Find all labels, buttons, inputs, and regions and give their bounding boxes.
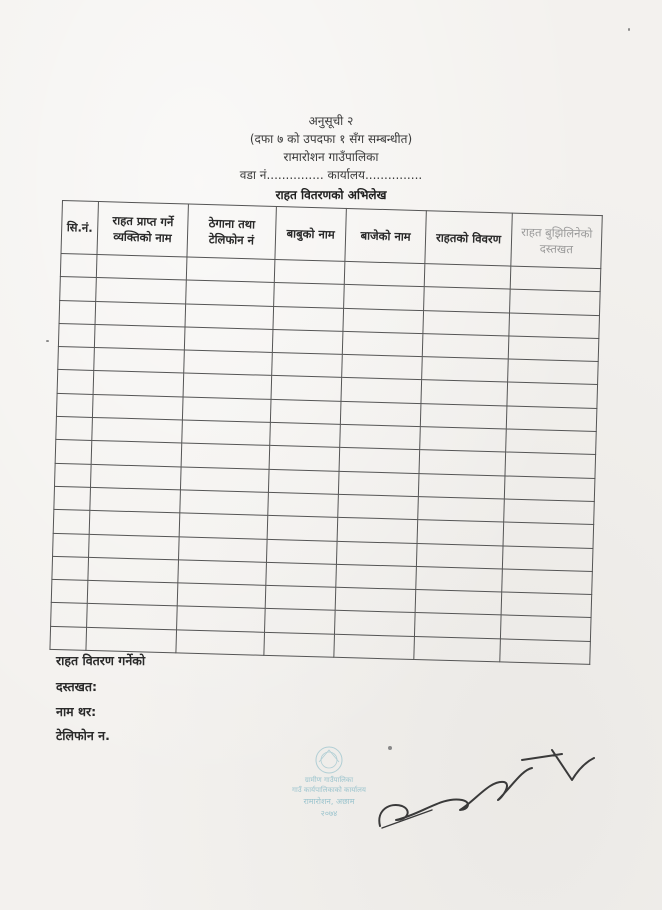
- table-cell: [183, 373, 272, 399]
- table-cell: [269, 446, 340, 471]
- table-cell: [337, 518, 418, 544]
- table-cell: [343, 308, 424, 334]
- table-cell: [186, 257, 275, 283]
- table-cell: [508, 359, 599, 385]
- table-cell: [422, 334, 509, 360]
- table-cell: [508, 336, 599, 362]
- table-cell: [273, 306, 344, 331]
- table-cell: [334, 611, 415, 637]
- table-cell: [91, 441, 182, 467]
- table-cell: [510, 266, 601, 292]
- table-cell: [340, 424, 421, 450]
- table-cell: [179, 536, 268, 562]
- table-cell: [265, 585, 336, 610]
- table-cell: [266, 539, 337, 564]
- table-cell: [506, 429, 597, 455]
- table-cell: [420, 427, 507, 453]
- table-cell: [503, 522, 594, 548]
- table-cell: [424, 287, 511, 313]
- table-cell: [344, 285, 425, 311]
- table-cell: [419, 450, 506, 476]
- section-reference: (दफा ७ को उपदफा १ सँग सम्बन्धीत): [249, 132, 413, 146]
- table-cell: [51, 603, 88, 627]
- table-cell: [342, 355, 423, 381]
- stamp-line-1: ग्रामीण गाउँपालिका: [304, 776, 354, 784]
- table-cell: [424, 264, 511, 290]
- table-cell: [184, 327, 273, 353]
- table-cell: [87, 604, 178, 630]
- table-cell: [502, 546, 593, 572]
- paper-speck: [46, 340, 49, 342]
- table-cell: [60, 253, 97, 277]
- table-cell: [418, 473, 505, 499]
- table-cell: [55, 463, 92, 487]
- table-cell: [272, 353, 343, 378]
- table-cell: [510, 289, 601, 315]
- col-grandfather-name: बाजेको नाम: [345, 208, 426, 263]
- table-cell: [414, 636, 501, 662]
- table-cell: [50, 626, 87, 650]
- signature-label: दस्तखत:: [56, 679, 97, 694]
- table-cell: [416, 566, 503, 592]
- table-cell: [415, 590, 502, 616]
- table-cell: [272, 329, 343, 354]
- table-cell: [56, 393, 93, 417]
- table-cell: [89, 511, 180, 537]
- table-cell: [89, 534, 180, 560]
- col-address-phone: ठेगाना तथा टेलिफोन नं: [187, 204, 276, 259]
- table-cell: [177, 606, 266, 632]
- table-cell: [185, 304, 274, 330]
- table-cell: [52, 556, 89, 580]
- table-cell: [54, 486, 91, 510]
- table-cell: [420, 403, 507, 429]
- table-cell: [339, 448, 420, 474]
- table-cell: [92, 418, 183, 444]
- table-cell: [266, 562, 337, 587]
- table-cell: [500, 639, 591, 665]
- table-body: [50, 253, 601, 664]
- table-cell: [270, 422, 341, 447]
- distributor-label: राहत वितरण गर्नेको: [56, 653, 146, 668]
- table-cell: [341, 378, 422, 404]
- table-cell: [500, 615, 591, 641]
- table-cell: [57, 370, 94, 394]
- official-stamp: [283, 738, 375, 830]
- municipality-name: रामारोशन गाउँपालिका: [283, 150, 379, 164]
- table-cell: [338, 471, 419, 497]
- table-cell: [53, 510, 90, 534]
- table-cell: [274, 283, 345, 308]
- table-cell: [336, 541, 417, 567]
- table-cell: [271, 376, 342, 401]
- table-cell: [274, 259, 345, 284]
- table-cell: [344, 261, 425, 287]
- table-cell: [270, 399, 341, 424]
- table-cell: [55, 440, 92, 464]
- table-cell: [182, 420, 271, 446]
- table-cell: [56, 417, 93, 441]
- table-cell: [184, 350, 273, 376]
- table-cell: [418, 497, 505, 523]
- table-cell: [181, 443, 270, 469]
- table-cell: [94, 324, 185, 350]
- table-cell: [267, 516, 338, 541]
- table-cell: [179, 513, 268, 539]
- table-cell: [268, 492, 339, 517]
- paper-speck: [628, 28, 630, 31]
- table-cell: [60, 277, 97, 301]
- ward-office-line: वडा नं............... कार्यालय...............: [239, 168, 423, 182]
- table-cell: [182, 397, 271, 423]
- table-cell: [90, 487, 181, 513]
- table-cell: [264, 632, 335, 657]
- table-cell: [95, 301, 186, 327]
- table-cell: [422, 357, 509, 383]
- table-cell: [93, 371, 184, 397]
- table-cell: [265, 609, 336, 634]
- handwritten-signature: [372, 740, 602, 840]
- col-serial-number: सि.नं.: [61, 201, 98, 255]
- table-cell: [502, 569, 593, 595]
- table-cell: [342, 331, 423, 357]
- table-cell: [340, 401, 421, 427]
- name-label: नाम थर:: [56, 704, 97, 719]
- table-cell: [338, 494, 419, 520]
- table-cell: [186, 280, 275, 306]
- table-cell: [94, 348, 185, 374]
- table-cell: [180, 467, 269, 493]
- table-cell: [335, 587, 416, 613]
- table-cell: [414, 613, 501, 639]
- table-cell: [423, 310, 510, 336]
- table-cell: [504, 476, 595, 502]
- phone-label: टेलिफोन न.: [56, 728, 110, 743]
- table-title: राहत वितरणको अभिलेख: [275, 188, 387, 202]
- table-cell: [58, 347, 95, 371]
- col-recipient-signature: राहत बुझिलिनेको दस्तखत: [511, 213, 602, 268]
- table-cell: [509, 313, 600, 339]
- table-cell: [334, 634, 415, 660]
- table-cell: [53, 533, 90, 557]
- schedule-title: अनुसूची २: [308, 114, 354, 128]
- table-cell: [180, 490, 269, 516]
- table-cell: [505, 452, 596, 478]
- table-cell: [504, 499, 595, 525]
- table-cell: [501, 592, 592, 618]
- stamp-line-4: २०७४: [320, 809, 338, 818]
- table-cell: [58, 323, 95, 347]
- col-recipient-name: राहत प्राप्त गर्ने व्यक्तिको नाम: [97, 202, 188, 257]
- table-cell: [506, 406, 597, 432]
- stamp-line-2: गाउँ कार्यपालिकाको कार्यालय: [292, 786, 366, 794]
- table-cell: [336, 564, 417, 590]
- table-cell: [96, 254, 187, 280]
- table-cell: [178, 560, 267, 586]
- col-relief-details: राहतको विवरण: [425, 211, 512, 266]
- table-cell: [177, 583, 266, 609]
- table-cell: [59, 300, 96, 324]
- table-cell: [51, 580, 88, 604]
- relief-distribution-table: [50, 200, 602, 655]
- table-cell: [421, 380, 508, 406]
- table-cell: [176, 630, 265, 656]
- stamp-line-3: रामारोशन, अछाम: [303, 797, 355, 806]
- table-cell: [507, 382, 598, 408]
- paper-speck: [388, 746, 392, 750]
- table-cell: [87, 581, 178, 607]
- table-cell: [417, 520, 504, 546]
- table-cell: [86, 627, 177, 653]
- table-cell: [268, 469, 339, 494]
- table-cell: [90, 464, 181, 490]
- table-cell: [96, 278, 187, 304]
- table-cell: [92, 394, 183, 420]
- table-cell: [416, 543, 503, 569]
- table-cell: [88, 557, 179, 583]
- col-father-name: बाबुको नाम: [275, 206, 346, 261]
